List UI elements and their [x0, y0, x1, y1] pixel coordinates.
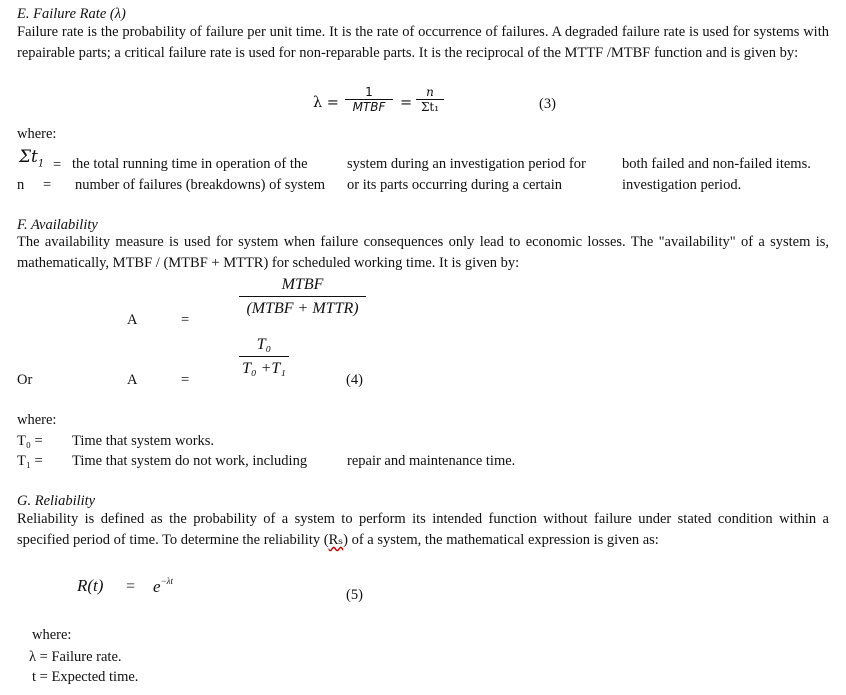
eq3-fraction-2 — [416, 85, 444, 114]
def-sum-t-equals: = — [53, 157, 62, 173]
def-lambda: λ = Failure rate. — [29, 649, 122, 665]
eq3-fraction-1 — [345, 85, 393, 114]
eq3-num2: n — [426, 85, 434, 99]
eq4-number: (4) — [346, 372, 363, 388]
section-f-where: where: — [17, 412, 57, 428]
def-t0-text: Time that system works. — [72, 433, 215, 449]
def-t1-symbol: T₁ = — [17, 453, 43, 469]
def-n-col1: number of failures (breakdowns) of system — [75, 177, 326, 193]
def-sum-t-col2: system during an investigation period for — [347, 156, 586, 172]
eq-a1-equals: = — [181, 312, 190, 328]
eq-a2-fraction — [239, 334, 289, 381]
eq5-lhs: R(t) — [77, 576, 104, 595]
section-e-where: where: — [17, 126, 57, 142]
section-g-paragraph: Reliability is defined as the probability of a system to perform its intended function without failure under stated condition within a specified period of time. To determine the reliability (Rₛ) of a system, the mathematical expression is given as: — [17, 511, 829, 548]
eq3-den1: MTBF — [345, 99, 393, 114]
def-n-symbol: n — [17, 177, 25, 193]
eq5-equals: = — [126, 578, 136, 595]
section-g-heading: G. Reliability — [17, 493, 96, 509]
eq-a1-lhs: A — [127, 312, 138, 328]
def-n-col3: investigation period. — [622, 177, 742, 193]
eq3-den2: Σt₁ — [416, 99, 444, 114]
eq-a2-num: T₀ — [256, 336, 272, 353]
section-e-paragraph: Failure rate is the probability of failure per unit time. It is the rate of occurrence of failures. A degraded failure rate is used for systems with repairable parts; a critical failure rate is used for non-reparable parts. It is the reciprocal of the MTTF /MTBF function and is given by: — [17, 24, 829, 61]
eq-a1-num: MTBF — [281, 276, 324, 293]
section-f-paragraph: The availability measure is used for system when failure consequences only lead to economic losses. The "availability" of a system is, mathematically, MTBF / (MTBF + MTTR) for scheduled working time. It is given by: — [17, 234, 829, 271]
def-n-col2: or its parts occurring during a certain — [347, 177, 563, 193]
def-sum-t-col3: both failed and non-failed items. — [622, 156, 811, 172]
eq3-lhs: λ = — [313, 95, 339, 111]
section-f-heading: F. Availability — [17, 217, 98, 233]
section-g-where: where: — [32, 627, 72, 643]
def-t: t = Expected time. — [32, 669, 139, 685]
reliability-symbol-marked: Rₛ — [328, 532, 344, 548]
def-t0-symbol: T₀ = — [17, 433, 43, 449]
eq-a2-equals: = — [181, 372, 190, 388]
def-n-equals: = — [43, 177, 52, 193]
eq-a1-fraction — [239, 274, 366, 321]
eq-a2-or: Or — [17, 372, 33, 388]
def-sum-t-symbol: $\Sigma t_1$ — [19, 147, 45, 170]
eq-a1-den: (MTBF + MTTR) — [239, 296, 366, 321]
eq3-num1: 1 — [365, 85, 373, 99]
eq5-number: (5) — [346, 587, 363, 603]
eq-a2-lhs: A — [127, 372, 138, 388]
section-e-heading: E. Failure Rate (λ) — [17, 6, 126, 22]
def-t1-text2: repair and maintenance time. — [347, 453, 516, 469]
def-sum-t-col1: the total running time in operation of the — [72, 156, 308, 172]
eq5-rhs: $e^{-\lambda t}$ — [153, 576, 174, 596]
eq3-number: (3) — [539, 96, 556, 112]
eq-a2-den: T₀ +T₁ — [239, 356, 289, 381]
eq3-equals: = — [400, 95, 413, 111]
def-t1-text1: Time that system do not work, including — [72, 453, 308, 469]
